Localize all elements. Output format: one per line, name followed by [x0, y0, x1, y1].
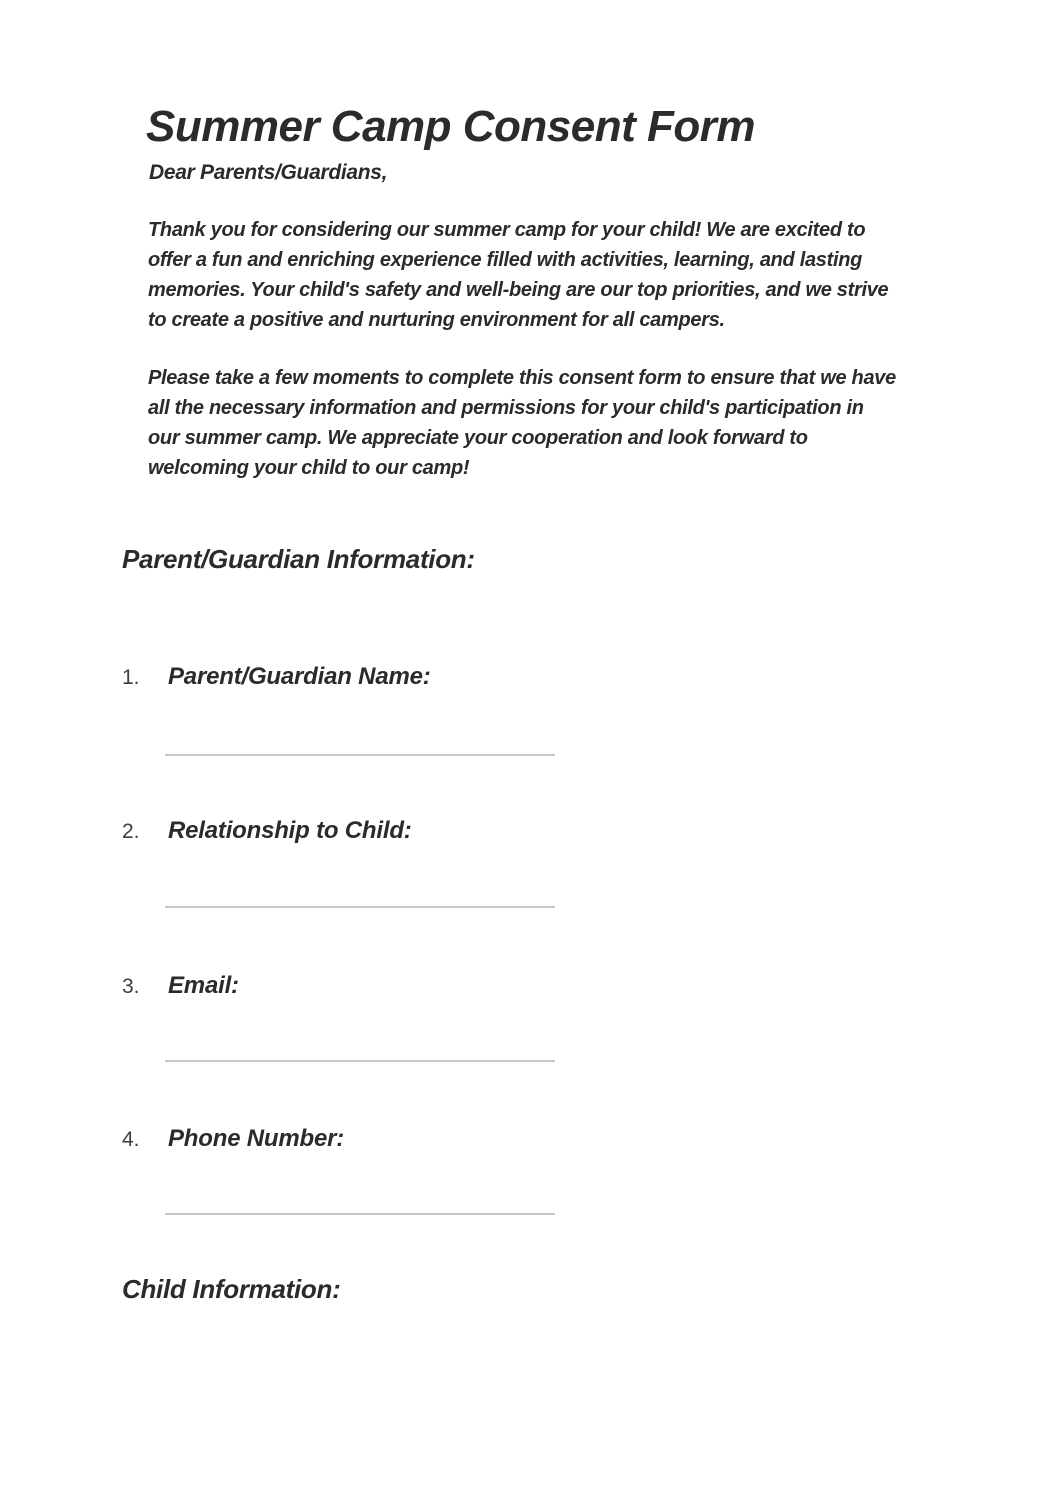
- paragraph-line: welcoming your child to our camp!: [148, 457, 470, 479]
- answer-line-parent-guardian-name[interactable]: [165, 754, 555, 756]
- field-phone-number: [122, 1124, 344, 1155]
- section-heading-parent-guardian-information: Parent/Guardian Information:: [122, 544, 475, 574]
- field-label: Phone Number:: [168, 1125, 345, 1152]
- section-heading-child-information: Child Information:: [122, 1274, 341, 1304]
- paragraph-line: memories. Your child's safety and well-being are our top priorities, and we strive: [148, 279, 889, 301]
- salutation: Dear Parents/Guardians,: [149, 161, 388, 184]
- answer-line-relationship-to-child[interactable]: [165, 906, 555, 908]
- page-title: Summer Camp Consent Form: [146, 102, 755, 151]
- paragraph-line: Please take a few moments to complete this consent form to ensure that we have: [148, 367, 896, 389]
- paragraph-line: all the necessary information and permissions for your child's participation in: [148, 397, 864, 419]
- field-label: Parent/Guardian Name:: [168, 663, 431, 690]
- field-number: 1.: [122, 666, 140, 689]
- paragraph-line: our summer camp. We appreciate your cooperation and look forward to: [148, 427, 808, 449]
- answer-line-email[interactable]: [165, 1060, 555, 1062]
- paragraph-line: to create a positive and nurturing environment for all campers.: [148, 309, 725, 331]
- intro-paragraph-2: [148, 363, 896, 483]
- field-number: 3.: [122, 975, 140, 998]
- field-number: 2.: [122, 820, 140, 843]
- intro-paragraph-1: [148, 215, 888, 335]
- field-relationship-to-child: [122, 816, 412, 847]
- paragraph-line: offer a fun and enriching experience filled with activities, learning, and lasting: [148, 249, 863, 271]
- field-label: Relationship to Child:: [168, 817, 412, 844]
- field-parent-guardian-name: [122, 662, 431, 693]
- field-email: [122, 971, 239, 1002]
- field-number: 4.: [122, 1128, 140, 1151]
- field-label: Email:: [168, 972, 239, 999]
- answer-line-phone-number[interactable]: [165, 1213, 555, 1215]
- paragraph-line: Thank you for considering our summer camp for your child! We are excited to: [148, 219, 866, 241]
